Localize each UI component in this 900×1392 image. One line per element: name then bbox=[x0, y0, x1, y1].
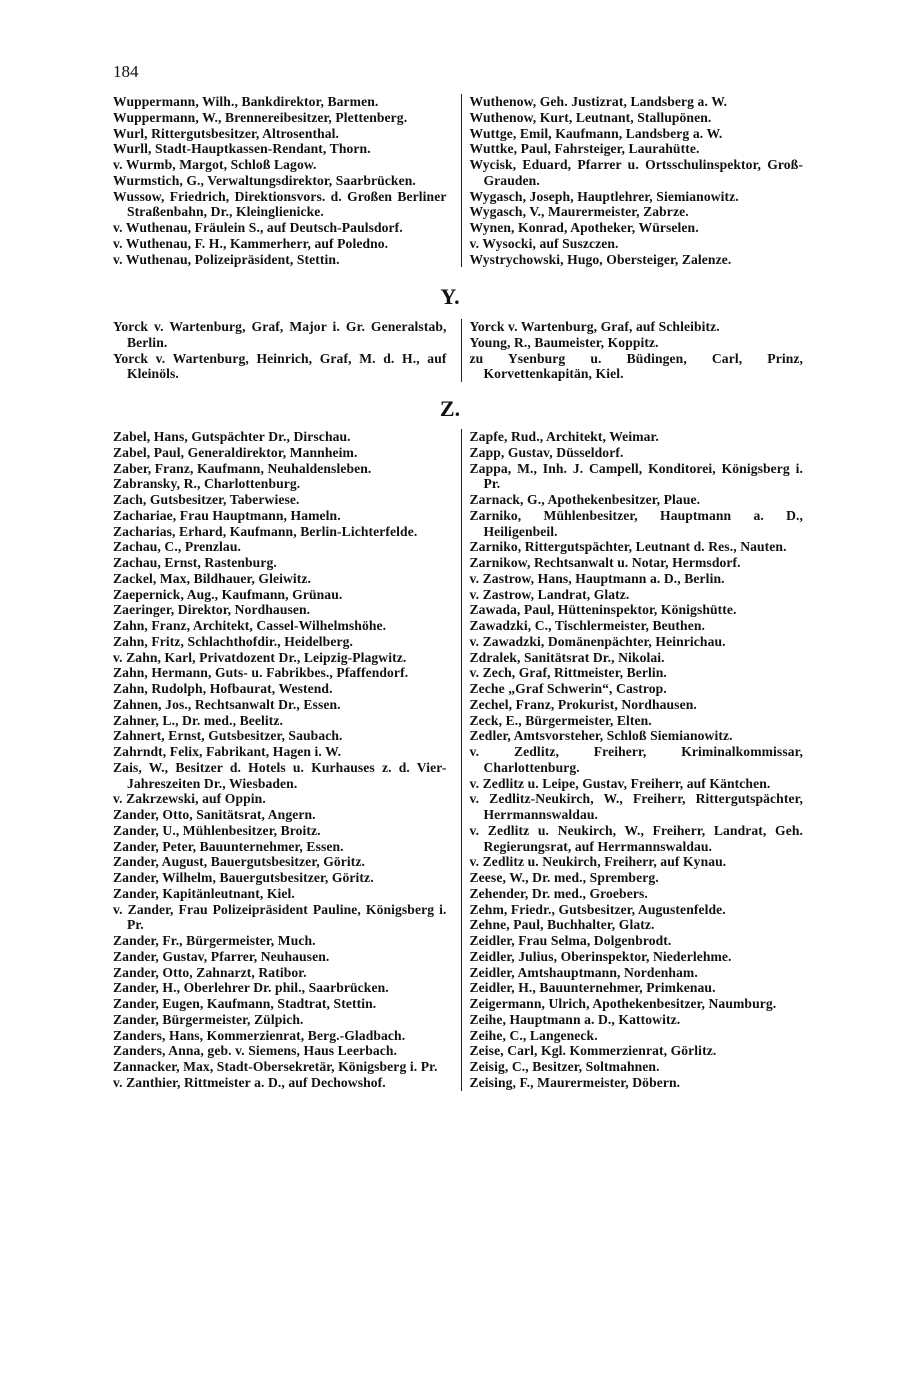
directory-entry: Zander, Gustav, Pfarrer, Neuhausen. bbox=[113, 948, 330, 964]
section-heading-y: Y. bbox=[440, 284, 460, 309]
directory-entry: Zarniko, Rittergutspächter, Leutnant d. Res., Nauten. bbox=[469, 539, 787, 555]
directory-entry: Zachau, C., Prenzlau. bbox=[113, 539, 241, 555]
directory-entry: v. Zahn, Karl, Privatdozent Dr., Leipzig-Plagwitz. bbox=[113, 649, 407, 665]
directory-entry: Zannacker, Max, Stadt-Obersekretär, Königsberg i. Pr. bbox=[113, 1059, 438, 1074]
left-column bbox=[113, 319, 447, 382]
directory-entry: Zechel, Franz, Prokurist, Nordhausen. bbox=[469, 696, 697, 712]
directory-entry: Wuppermann, W., Brennereibesitzer, Plettenberg. bbox=[113, 109, 408, 125]
directory-entry: Zeihe, Hauptmann a. D., Kattowitz. bbox=[469, 1011, 681, 1027]
directory-entry: Wynen, Konrad, Apotheker, Würselen. bbox=[469, 220, 699, 235]
directory-entry: v. Zakrzewski, auf Oppin. bbox=[113, 791, 266, 807]
directory-entry: Wurl, Rittergutsbesitzer, Altrosenthal. bbox=[113, 125, 340, 141]
directory-entry: Zahrndt, Felix, Fabrikant, Hagen i. W. bbox=[113, 744, 342, 759]
directory-entry: Wuppermann, Wilh., Bankdirektor, Barmen. bbox=[113, 94, 379, 109]
directory-entry: Wurmstich, G., Verwaltungsdirektor, Saarbrücken. bbox=[113, 172, 416, 188]
directory-entry: Zabransky, R., Charlottenburg. bbox=[113, 476, 301, 492]
directory-entry: Zacharias, Erhard, Kaufmann, Berlin-Lichterfelde. bbox=[113, 523, 418, 539]
directory-entry: Zeihe, C., Langeneck. bbox=[469, 1027, 598, 1043]
directory-entry: Zander, Otto, Zahnarzt, Ratibor. bbox=[113, 964, 307, 980]
directory-entry: Wuthenow, Kurt, Leutnant, Stallupönen. bbox=[469, 109, 712, 125]
directory-entry: zu Ysenburg u. Büdingen, Carl, Prinz, Korvettenkapitän, Kiel. bbox=[469, 350, 803, 382]
directory-entry: Wurll, Stadt-Hauptkassen-Rendant, Thorn. bbox=[113, 141, 371, 157]
directory-entry: Zanders, Anna, geb. v. Siemens, Haus Leerbach. bbox=[113, 1043, 398, 1059]
directory-entry: Zanders, Hans, Kommerzienrat, Berg.-Gladbach. bbox=[113, 1027, 406, 1043]
directory-entry: Zedler, Amtsvorsteher, Schloß Siemianowitz. bbox=[469, 728, 733, 744]
directory-entry: Zander, Wilhelm, Bauergutsbesitzer, Göritz. bbox=[113, 870, 374, 885]
directory-entry: Zeidler, Frau Selma, Dolgenbrodt. bbox=[469, 933, 672, 948]
directory-entry: Zarniko, Mühlenbesitzer, Hauptmann a. D., Heiligenbeil. bbox=[469, 507, 803, 539]
directory-entry: Zeidler, Julius, Oberinspektor, Niederlehme. bbox=[469, 948, 732, 964]
directory-entry: Zander, Bürgermeister, Zülpich. bbox=[113, 1011, 304, 1027]
directory-entry: Zeisig, C., Besitzer, Soltmahnen. bbox=[469, 1059, 660, 1074]
directory-entry: Zdralek, Sanitätsrat Dr., Nikolai. bbox=[469, 649, 665, 665]
directory-entry: Zappa, M., Inh. J. Campell, Konditorei, Königsberg i. Pr. bbox=[469, 460, 803, 492]
directory-entry: Zander, H., Oberlehrer Dr. phil., Saarbrücken. bbox=[113, 980, 389, 996]
directory-entry: v. Zastrow, Hans, Hauptmann a. D., Berlin. bbox=[469, 570, 725, 586]
directory-entry: Zahner, L., Dr. med., Beelitz. bbox=[113, 712, 284, 728]
directory-entry: Zabel, Hans, Gutspächter Dr., Dirschau. bbox=[113, 429, 351, 444]
directory-entry: Zander, Otto, Sanitätsrat, Angern. bbox=[113, 807, 316, 822]
directory-entry: v. Zedlitz, Freiherr, Kriminalkommissar, Charlottenburg. bbox=[469, 744, 803, 775]
section-z bbox=[113, 429, 803, 1091]
directory-entry: Zander, Kapitänleutnant, Kiel. bbox=[113, 885, 295, 901]
directory-entry: Zahn, Hermann, Guts- u. Fabrikbes., Pfaffendorf. bbox=[113, 665, 409, 681]
directory-entry: Wygasch, Joseph, Hauptlehrer, Siemianowitz. bbox=[469, 188, 739, 204]
directory-entry: Wuttke, Paul, Fahrsteiger, Laurahütte. bbox=[469, 141, 700, 157]
directory-entry: Zachariae, Frau Hauptmann, Hameln. bbox=[113, 507, 341, 523]
directory-entry: v. Zanthier, Rittmeister a. D., auf Dechowshof. bbox=[113, 1074, 386, 1090]
directory-entry: Zackel, Max, Bildhauer, Gleiwitz. bbox=[113, 570, 312, 586]
directory-entry: Zabel, Paul, Generaldirektor, Mannheim. bbox=[113, 444, 358, 460]
directory-entry: v. Wysocki, auf Suszczen. bbox=[469, 235, 619, 251]
right-column bbox=[461, 94, 804, 267]
directory-entry: Zeche „Graf Schwerin“, Castrop. bbox=[469, 681, 667, 696]
directory-entry: v. Wuthenau, F. H., Kammerherr, auf Poledno. bbox=[113, 235, 389, 251]
directory-entry: Zahnert, Ernst, Gutsbesitzer, Saubach. bbox=[113, 728, 343, 744]
directory-entry: Zaber, Franz, Kaufmann, Neuhaldensleben. bbox=[113, 460, 372, 476]
directory-entry: Zeidler, H., Bauunternehmer, Primkenau. bbox=[469, 980, 716, 996]
directory-entry: Zeidler, Amtshauptmann, Nordenham. bbox=[469, 964, 698, 980]
directory-entry: Zaeringer, Direktor, Nordhausen. bbox=[113, 602, 311, 618]
directory-entry: v. Zander, Frau Polizeipräsident Pauline, Königsberg i. Pr. bbox=[113, 901, 447, 933]
directory-entry: Zander, Fr., Bürgermeister, Much. bbox=[113, 933, 316, 948]
directory-entry: Wuthenow, Geh. Justizrat, Landsberg a. W. bbox=[469, 94, 728, 109]
page-number: 184 bbox=[113, 62, 139, 81]
directory-entry: Zaepernick, Aug., Kaufmann, Grünau. bbox=[113, 586, 343, 602]
directory-entry: Wuttge, Emil, Kaufmann, Landsberg a. W. bbox=[469, 125, 723, 141]
section-y bbox=[113, 319, 803, 382]
left-column bbox=[113, 429, 447, 1091]
directory-entry: Zarnack, G., Apothekenbesitzer, Plaue. bbox=[469, 492, 701, 507]
directory-entry: v. Zedlitz-Neukirch, W., Freiherr, Rittergutspächter, Herrmannswaldau. bbox=[469, 791, 803, 822]
directory-entry: v. Wurmb, Margot, Schloß Lagow. bbox=[113, 157, 317, 172]
directory-entry: Yorck v. Wartenburg, Graf, auf Schleibitz. bbox=[469, 319, 720, 334]
directory-entry: Zehender, Dr. med., Groebers. bbox=[469, 885, 648, 901]
directory-entry: Zarnikow, Rechtsanwalt u. Notar, Hermsdorf. bbox=[469, 555, 741, 570]
directory-entry: Yorck v. Wartenburg, Graf, Major i. Gr. Generalstab, Berlin. bbox=[113, 319, 447, 350]
directory-entry: Zeise, Carl, Kgl. Kommerzienrat, Görlitz. bbox=[469, 1043, 717, 1059]
directory-entry: Zapp, Gustav, Düsseldorf. bbox=[469, 444, 624, 460]
left-column bbox=[113, 94, 447, 267]
directory-entry: Wygasch, V., Maurermeister, Zabrze. bbox=[469, 204, 689, 220]
directory-entry: Zander, U., Mühlenbesitzer, Broitz. bbox=[113, 822, 321, 838]
directory-entry: v. Zawadzki, Domänenpächter, Heinrichau. bbox=[469, 633, 726, 649]
directory-entry: Wycisk, Eduard, Pfarrer u. Ortsschulinspektor, Groß-Grauden. bbox=[469, 157, 803, 188]
directory-entry: v. Zedlitz u. Leipe, Gustav, Freiherr, auf Käntchen. bbox=[469, 775, 771, 791]
directory-entry: Zander, August, Bauergutsbesitzer, Göritz. bbox=[113, 854, 366, 870]
directory-entry: Yorck v. Wartenburg, Heinrich, Graf, M. d. H., auf Kleinöls. bbox=[113, 350, 447, 382]
directory-entry: Zahn, Franz, Architekt, Cassel-Wilhelmshöhe. bbox=[113, 618, 387, 633]
right-column bbox=[461, 429, 804, 1091]
directory-entry: v. Zech, Graf, Rittmeister, Berlin. bbox=[469, 665, 667, 681]
directory-entry: Zawada, Paul, Hütteninspektor, Königshütte. bbox=[469, 602, 737, 618]
directory-entry: Zehm, Friedr., Gutsbesitzer, Augustenfelde. bbox=[469, 901, 726, 917]
directory-entry: Zach, Gutsbesitzer, Taberwiese. bbox=[113, 492, 300, 507]
directory-entry: Zachau, Ernst, Rastenburg. bbox=[113, 555, 277, 570]
directory-entry: v. Zastrow, Landrat, Glatz. bbox=[469, 586, 630, 602]
directory-entry: Zehne, Paul, Buchhalter, Glatz. bbox=[469, 917, 655, 933]
directory-entry: Zais, W., Besitzer d. Hotels u. Kurhauses z. d. Vier-Jahreszeiten Dr., Wiesbaden. bbox=[113, 759, 447, 791]
directory-entry: Zahn, Fritz, Schlachthofdir., Heidelberg. bbox=[113, 633, 353, 649]
directory-entry: Zahn, Rudolph, Hofbaurat, Westend. bbox=[113, 681, 333, 696]
section-heading-z: Z. bbox=[439, 396, 461, 421]
right-column bbox=[461, 319, 804, 382]
directory-entry: Zahnen, Jos., Rechtsanwalt Dr., Essen. bbox=[113, 696, 341, 712]
directory-entry: Zeising, F., Maurermeister, Döbern. bbox=[469, 1074, 681, 1090]
directory-entry: Zander, Eugen, Kaufmann, Stadtrat, Stettin. bbox=[113, 996, 377, 1011]
directory-entry: Zapfe, Rud., Architekt, Weimar. bbox=[469, 429, 659, 444]
directory-entry: Zander, Peter, Bauunternehmer, Essen. bbox=[113, 838, 344, 854]
directory-entry: v. Wuthenau, Fräulein S., auf Deutsch-Paulsdorf. bbox=[113, 220, 403, 235]
directory-entry: Zeck, E., Bürgermeister, Elten. bbox=[469, 712, 652, 728]
directory-entry: Wystrychowski, Hugo, Obersteiger, Zalenze. bbox=[469, 251, 732, 267]
directory-entry: v. Wuthenau, Polizeipräsident, Stettin. bbox=[113, 251, 340, 267]
directory-entry: Zawadzki, C., Tischlermeister, Beuthen. bbox=[469, 618, 706, 633]
directory-entry: Zeese, W., Dr. med., Spremberg. bbox=[469, 870, 659, 885]
directory-entry: Zeigermann, Ulrich, Apothekenbesitzer, Naumburg. bbox=[469, 996, 777, 1011]
section-w bbox=[113, 94, 803, 267]
directory-entry: v. Zedlitz u. Neukirch, W., Freiherr, Landrat, Geh. Regierungsrat, auf Herrmannswaldau. bbox=[469, 822, 803, 854]
directory-entry: Wussow, Friedrich, Direktionsvors. d. Großen Berliner Straßenbahn, Dr., Kleinglienicke. bbox=[113, 188, 447, 220]
directory-entry: v. Zedlitz u. Neukirch, Freiherr, auf Kynau. bbox=[469, 854, 727, 870]
directory-entry: Young, R., Baumeister, Koppitz. bbox=[469, 334, 659, 350]
